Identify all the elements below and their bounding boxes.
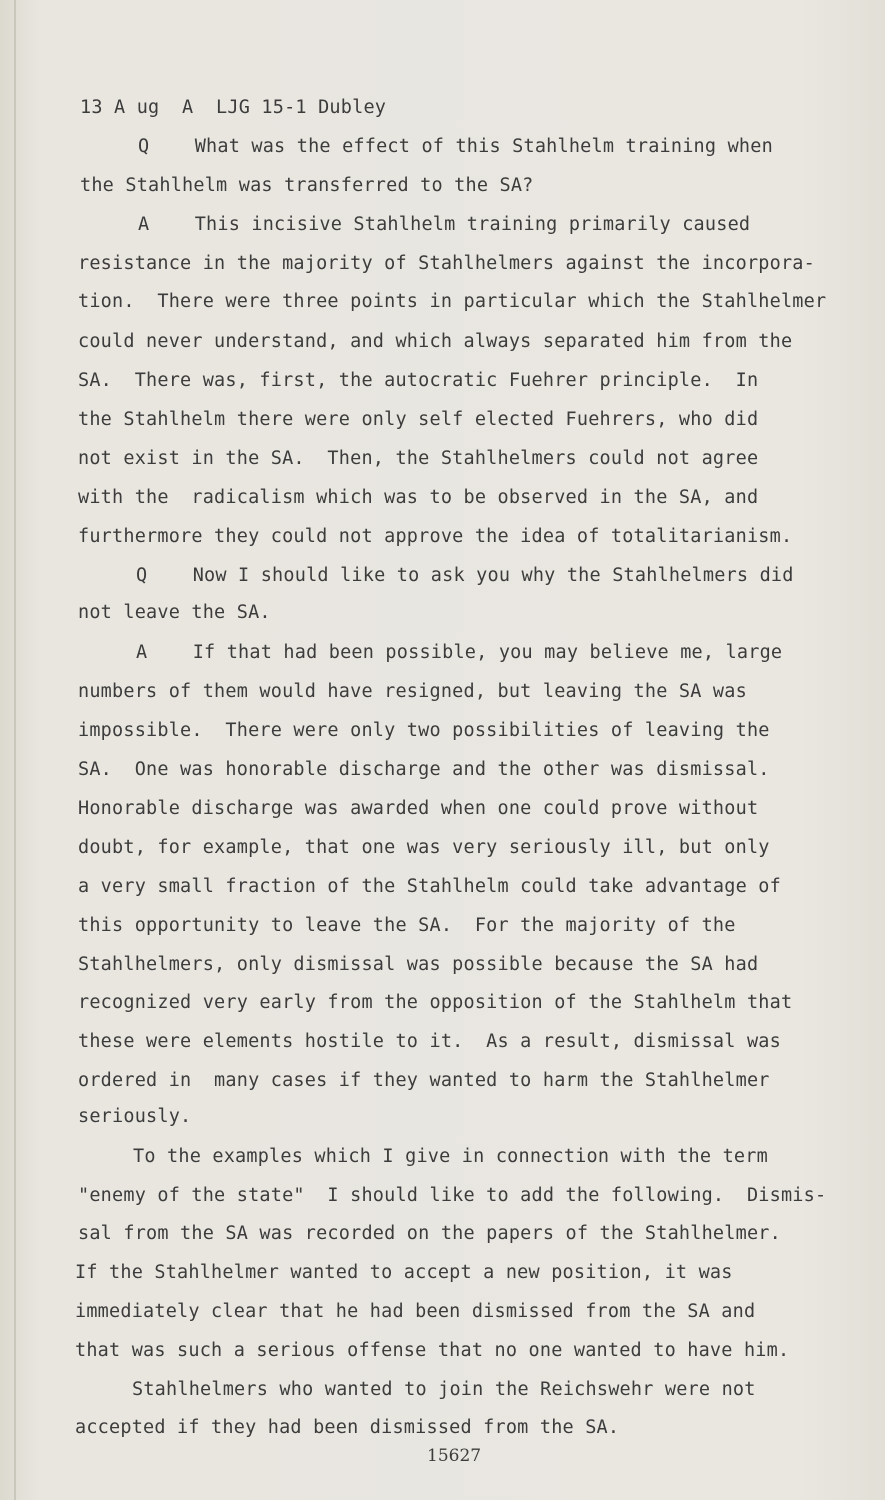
text-line: these were elements hostile to it. As a result, dismissal was [78,1031,781,1052]
text-line: "enemy of the state" I should like to add the following. Dismis- [78,1185,827,1206]
text-line: the Stahlhelm there were only self elected Fuehrers, who did [78,409,759,430]
text-line: not exist in the SA. Then, the Stahlhelmers could not agree [78,448,759,469]
text-line: SA. There was, first, the autocratic Fuehrer principle. In [78,370,759,391]
text-line: Stahlhelmers who wanted to join the Reichswehr were not [132,1379,756,1400]
text-line: doubt, for example, that one was very seriously ill, but only [78,837,770,858]
text-line: furthermore they could not approve the idea of totalitarianism. [78,526,793,547]
page-number: 15627 [427,1446,482,1466]
header-line: 13 A ug A LJG 15-1 Dubley [80,97,387,118]
text-line: immediately clear that he had been dismissed from the SA and [75,1301,756,1322]
text-line: impossible. There were only two possibilities of leaving the [78,720,770,741]
text-line: numbers of them would have resigned, but leaving the SA was [78,681,747,702]
text-line: sal from the SA was recorded on the papers of the Stahlhelmer. [78,1223,781,1244]
text-line: To the examples which I give in connection with the term [133,1146,768,1167]
text-line: a very small fraction of the Stahlhelm could take advantage of [78,876,781,897]
text-line: recognized very early from the opposition of the Stahlhelm that [78,992,793,1013]
text-line: that was such a serious offense that no one wanted to have him. [75,1340,790,1361]
text-line: tion. There were three points in particular which the Stahlhelmer [78,291,827,312]
text-line: with the radicalism which was to be observed in the SA, and [78,487,759,508]
text-line: SA. One was honorable discharge and the other was dismissal. [78,759,770,780]
text-line: resistance in the majority of Stahlhelmers against the incorpora- [78,253,815,274]
text-line: Honorable discharge was awarded when one could prove without [78,798,759,819]
text-line: seriously. [78,1106,192,1127]
text-line: A This incisive Stahlhelm training primarily caused [138,214,751,235]
text-line: the Stahlhelm was transferred to the SA? [80,175,534,196]
text-line: this opportunity to leave the SA. For the majority of the [78,915,736,936]
text-line: A If that had been possible, you may believe me, large [136,642,783,663]
text-line: Q Now I should like to ask you why the Stahlhelmers did [136,565,794,586]
text-line: could never understand, and which always separated him from the [78,331,793,352]
text-line: If the Stahlhelmer wanted to accept a new position, it was [75,1262,733,1283]
text-line: accepted if they had been dismissed from the SA. [75,1417,620,1438]
text-line: Stahlhelmers, only dismissal was possible because the SA had [78,954,759,975]
text-line: ordered in many cases if they wanted to harm the Stahlhelmer [78,1070,770,1091]
page-edge-shadow [14,0,16,1500]
text-line: Q What was the effect of this Stahlhelm training when [138,136,773,157]
text-line: not leave the SA. [78,602,271,623]
